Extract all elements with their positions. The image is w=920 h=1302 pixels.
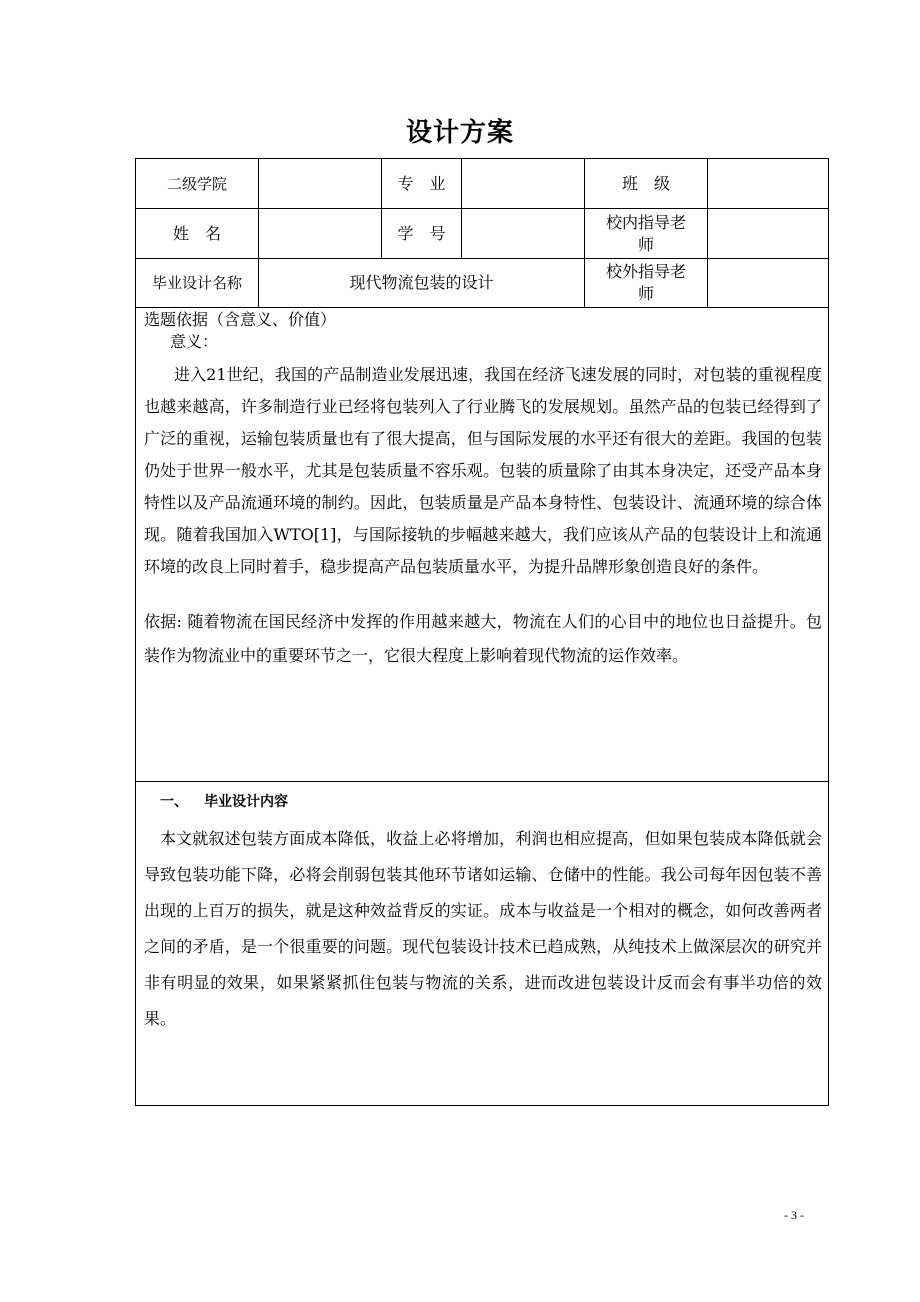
thesis-title-label: 毕业设计名称 bbox=[151, 274, 242, 292]
major-field[interactable] bbox=[462, 159, 584, 208]
section-divider bbox=[136, 781, 828, 782]
content-paragraph: 本文就叙述包装方面成本降低，收益上必将增加，利润也相应提高，但如果包装成本降低就会导致包装功能下降，必将会削弱包装其他环节诸如运输、仓储中的性能。我公司每年因包装不善出现的上百万的损失，就是这种效益背反的实证。成本与收益是一个相对的概念，如何改善两者之间的矛盾，是一个很重要的问题。现代包装设计技术已趋成熟，从纯技术上做深层次的研究并非有明显的效果，如果紧紧抓住包装与物流的关系，进而改进包装设计反而会有事半功倍的效果。 bbox=[144, 829, 822, 1028]
internal-advisor-label: 校内指导老师 bbox=[605, 212, 686, 254]
content-heading-number: 一、 bbox=[160, 794, 188, 810]
rationale-section bbox=[144, 309, 822, 673]
thesis-title-field[interactable]: 现代物流包装的设计 bbox=[349, 273, 494, 292]
content-heading-text: 毕业设计内容 bbox=[204, 794, 288, 810]
college-label: 二级学院 bbox=[166, 174, 227, 193]
content-heading bbox=[144, 791, 822, 813]
internal-advisor-field[interactable] bbox=[708, 209, 828, 258]
name-label: 姓 名 bbox=[172, 223, 221, 243]
college-field[interactable] bbox=[259, 159, 381, 208]
student-id-label: 学 号 bbox=[397, 223, 446, 243]
meaning-label: 意义： bbox=[170, 332, 219, 351]
basis-paragraph: 依据: 随着物流在国民经济中发挥的作用越来越大，物流在人们的心目中的地位也日益提升。包装作为物流业中的重要环节之一，它很大程度上影响着现代物流的运作效率。 bbox=[144, 612, 822, 665]
student-id-field[interactable] bbox=[462, 209, 584, 258]
external-advisor-field[interactable] bbox=[708, 259, 828, 307]
class-label: 班 级 bbox=[621, 173, 670, 193]
name-field[interactable] bbox=[259, 209, 381, 258]
page-number: - 3 - bbox=[784, 1208, 804, 1222]
row-divider bbox=[136, 307, 828, 308]
design-content-section bbox=[144, 791, 822, 1037]
document-title: 设计方案 bbox=[405, 118, 514, 148]
rationale-heading: 选题依据（含意义、价值） bbox=[144, 310, 337, 329]
external-advisor-label: 校外指导老师 bbox=[605, 262, 686, 303]
major-label: 专 业 bbox=[397, 173, 446, 193]
meaning-paragraph: 进入21世纪，我国的产品制造业发展迅速，我国在经济飞速发展的同时，对包装的重视程度也越来越高，许多制造行业已经将包装列入了行业腾飞的发展规划。虽然产品的包装已经得到了广泛的重视，运输包装质量也有了很大提高，但与国际发展的水平还有很大的差距。我国的包装仍处于世界一般水平，尤其是包装质量不容乐观。包装的质量除了由其本身决定，还受产品本身特性以及产品流通环境的制约。因此，包装质量是产品本身特性、包装设计、流通环境的综合体现。随着我国加入WTO[1]，与国际接轨的步幅越来越大，我们应该从产品的包装设计上和流通环境的改良上同时着手，稳步提高产品包装质量水平，为提升品牌形象创造良好的条件。 bbox=[144, 365, 822, 576]
design-plan-form bbox=[135, 158, 829, 1106]
class-field[interactable] bbox=[708, 159, 828, 208]
